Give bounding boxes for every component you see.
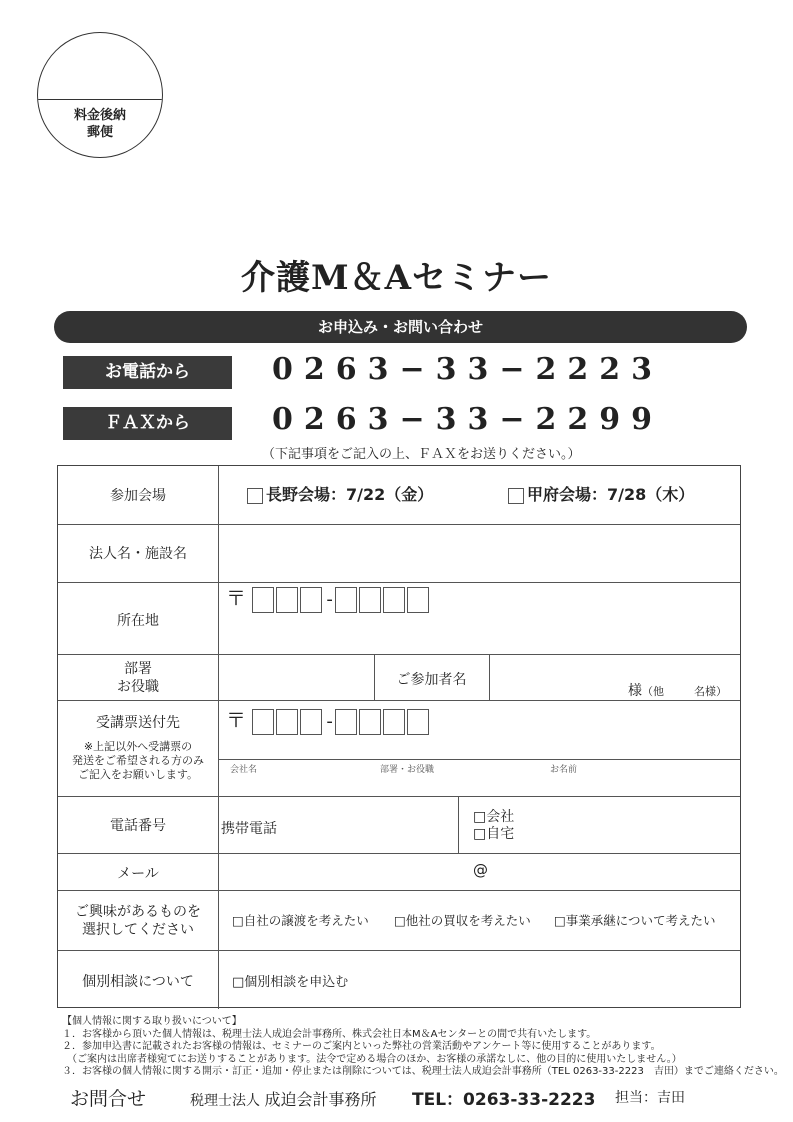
venue-kofu-text: 甲府会場：7/28（木） <box>527 485 695 504</box>
fax-number: 0263−33−2299 <box>272 402 664 437</box>
interest-buy[interactable]: □他社の買収を考えたい <box>394 913 531 928</box>
zip-digit-box[interactable] <box>383 709 405 735</box>
application-form <box>57 465 741 1008</box>
zip-mark: 〒 <box>226 708 246 732</box>
venue-nagano-option[interactable] <box>247 482 433 505</box>
privacy-line2: ２．参加申込書に記載されたお客様の情報は、セミナーのご案内といった弊社の営業活動やアンケート等に使用することがあります。 <box>62 1041 661 1052</box>
privacy-line1: １．お客様から頂いた個人情報は、税理士法人成迫会計事務所、株式会社日本M＆Aセンターとの間で共有いたします。 <box>62 1028 597 1040</box>
phone-label: お電話から <box>63 356 232 389</box>
ticket-zip[interactable] <box>226 704 431 735</box>
postage-stamp-circle <box>37 32 163 158</box>
participant-label: ご参加者名 <box>396 672 467 688</box>
ticket-note <box>58 740 218 782</box>
venue-nagano-text: 長野会場：7/22（金） <box>266 485 434 504</box>
nagano-checkbox[interactable] <box>247 488 263 504</box>
sub-dept-label: 部署・お役職 <box>380 765 435 775</box>
interest-sell[interactable]: □自社の譲渡を考えたい <box>232 913 369 928</box>
sub-company-label: 会社名 <box>230 765 258 775</box>
privacy-line3: （ご案内は出席者様宛てにお送りすることがあります。法令で定める場合のほか、お客様の承諾なしに、他の目的に使用いたしません。） <box>62 1053 682 1065</box>
zip-digit-box[interactable] <box>335 709 357 735</box>
zip-digit-box[interactable] <box>407 587 429 613</box>
zip-digit-box[interactable] <box>383 587 405 613</box>
firm-name: 成迫会計事務所 <box>264 1090 377 1109</box>
zip-dash: - <box>326 711 333 732</box>
zip-digit-box[interactable] <box>276 587 298 613</box>
mobile-label: 携帯電話 <box>221 821 277 837</box>
ticket-note-1: ※上記以外へ受講票の <box>83 740 193 753</box>
firm-prefix: 税理士法人 <box>190 1093 260 1109</box>
footer-person: 担当：吉田 <box>615 1090 685 1106</box>
others-open: （他 <box>642 685 664 698</box>
row-divider <box>58 700 740 701</box>
opt-company[interactable]: □会社 <box>473 809 515 825</box>
zip-digit-box[interactable] <box>276 709 298 735</box>
others-close: 名様） <box>694 685 727 698</box>
tel-label: 電話番号 <box>110 818 166 834</box>
consult-option[interactable]: □個別相談を申込む <box>232 975 349 990</box>
mail-label: メール <box>117 866 159 882</box>
consult-label: 個別相談について <box>82 974 194 990</box>
ticket-note-2: 発送をご希望される方のみ <box>72 754 204 767</box>
participant-sama <box>628 680 727 700</box>
column-divider <box>489 654 490 700</box>
privacy-line4: ３．お客様の個人情報に関する開示・訂正・追加・停止または削除については、税理士法人成迫会計事務所（TEL 0263-33-2223 吉田）までご連絡ください。 <box>62 1066 784 1077</box>
row-divider <box>58 796 740 797</box>
kofu-checkbox[interactable] <box>508 488 524 504</box>
zip-digit-box[interactable] <box>359 709 381 735</box>
zip-mark: 〒 <box>226 586 246 610</box>
opt-home[interactable]: □自宅 <box>473 826 515 842</box>
row-divider <box>218 759 740 760</box>
corp-label: 法人名・施設名 <box>89 546 187 562</box>
corp-input-area[interactable] <box>220 526 740 581</box>
sub-name-label: お名前 <box>550 765 578 775</box>
privacy-heading: 【個人情報に関する取り扱いについて】 <box>62 1016 242 1027</box>
fax-note: （下記事項をご記入の上、ＦＡＸをお送りください。） <box>262 447 581 462</box>
page-title: 介護M＆Aセミナー <box>240 258 552 298</box>
interest-label-2: 選択してください <box>82 922 194 938</box>
stamp-text <box>38 107 162 141</box>
zip-dash: - <box>326 589 333 610</box>
interest-label <box>58 903 218 939</box>
footer-firm <box>190 1087 376 1110</box>
privacy-notes <box>62 1016 784 1079</box>
inquiry-band: お申込み・お問い合わせ <box>54 311 747 343</box>
stamp-line2: 郵便 <box>86 125 113 140</box>
stamp-line1: 料金後納 <box>73 108 126 123</box>
column-divider <box>458 796 459 853</box>
sama-text: 様 <box>628 683 642 699</box>
row-divider <box>58 654 740 655</box>
footer-contact: お問合せ <box>70 1088 147 1110</box>
dept-label <box>58 660 218 696</box>
address-zip[interactable] <box>226 582 431 613</box>
interest-label-1: ご興味があるものを <box>75 904 201 920</box>
row-divider <box>58 853 740 854</box>
dept-label-2: お役職 <box>117 679 159 695</box>
zip-digit-box[interactable] <box>407 709 429 735</box>
address-label: 所在地 <box>117 613 159 629</box>
zip-digit-box[interactable] <box>252 709 274 735</box>
interest-succession[interactable]: □事業承継について考えたい <box>554 913 716 928</box>
mail-at: @ <box>473 861 488 879</box>
phone-number[interactable]: 0263−33−2223 <box>272 352 664 387</box>
tel-type-options[interactable] <box>473 809 514 843</box>
venue-kofu-option[interactable] <box>508 482 694 505</box>
ticket-label: 受講票送付先 <box>96 715 180 731</box>
zip-digit-box[interactable] <box>300 587 322 613</box>
zip-digit-box[interactable] <box>300 709 322 735</box>
dept-label-1: 部署 <box>124 661 152 677</box>
row-divider <box>58 524 740 525</box>
zip-digit-box[interactable] <box>359 587 381 613</box>
fax-label: ＦＡＸから <box>63 407 232 440</box>
venue-label: 参加会場 <box>110 488 166 504</box>
footer-tel[interactable]: TEL：0263-33-2223 <box>412 1090 596 1110</box>
column-divider <box>218 466 219 1009</box>
stamp-divider <box>38 99 162 100</box>
zip-digit-box[interactable] <box>252 587 274 613</box>
row-divider <box>58 950 740 951</box>
zip-digit-box[interactable] <box>335 587 357 613</box>
row-divider <box>58 890 740 891</box>
ticket-note-3: ご記入をお願いします。 <box>77 768 199 781</box>
